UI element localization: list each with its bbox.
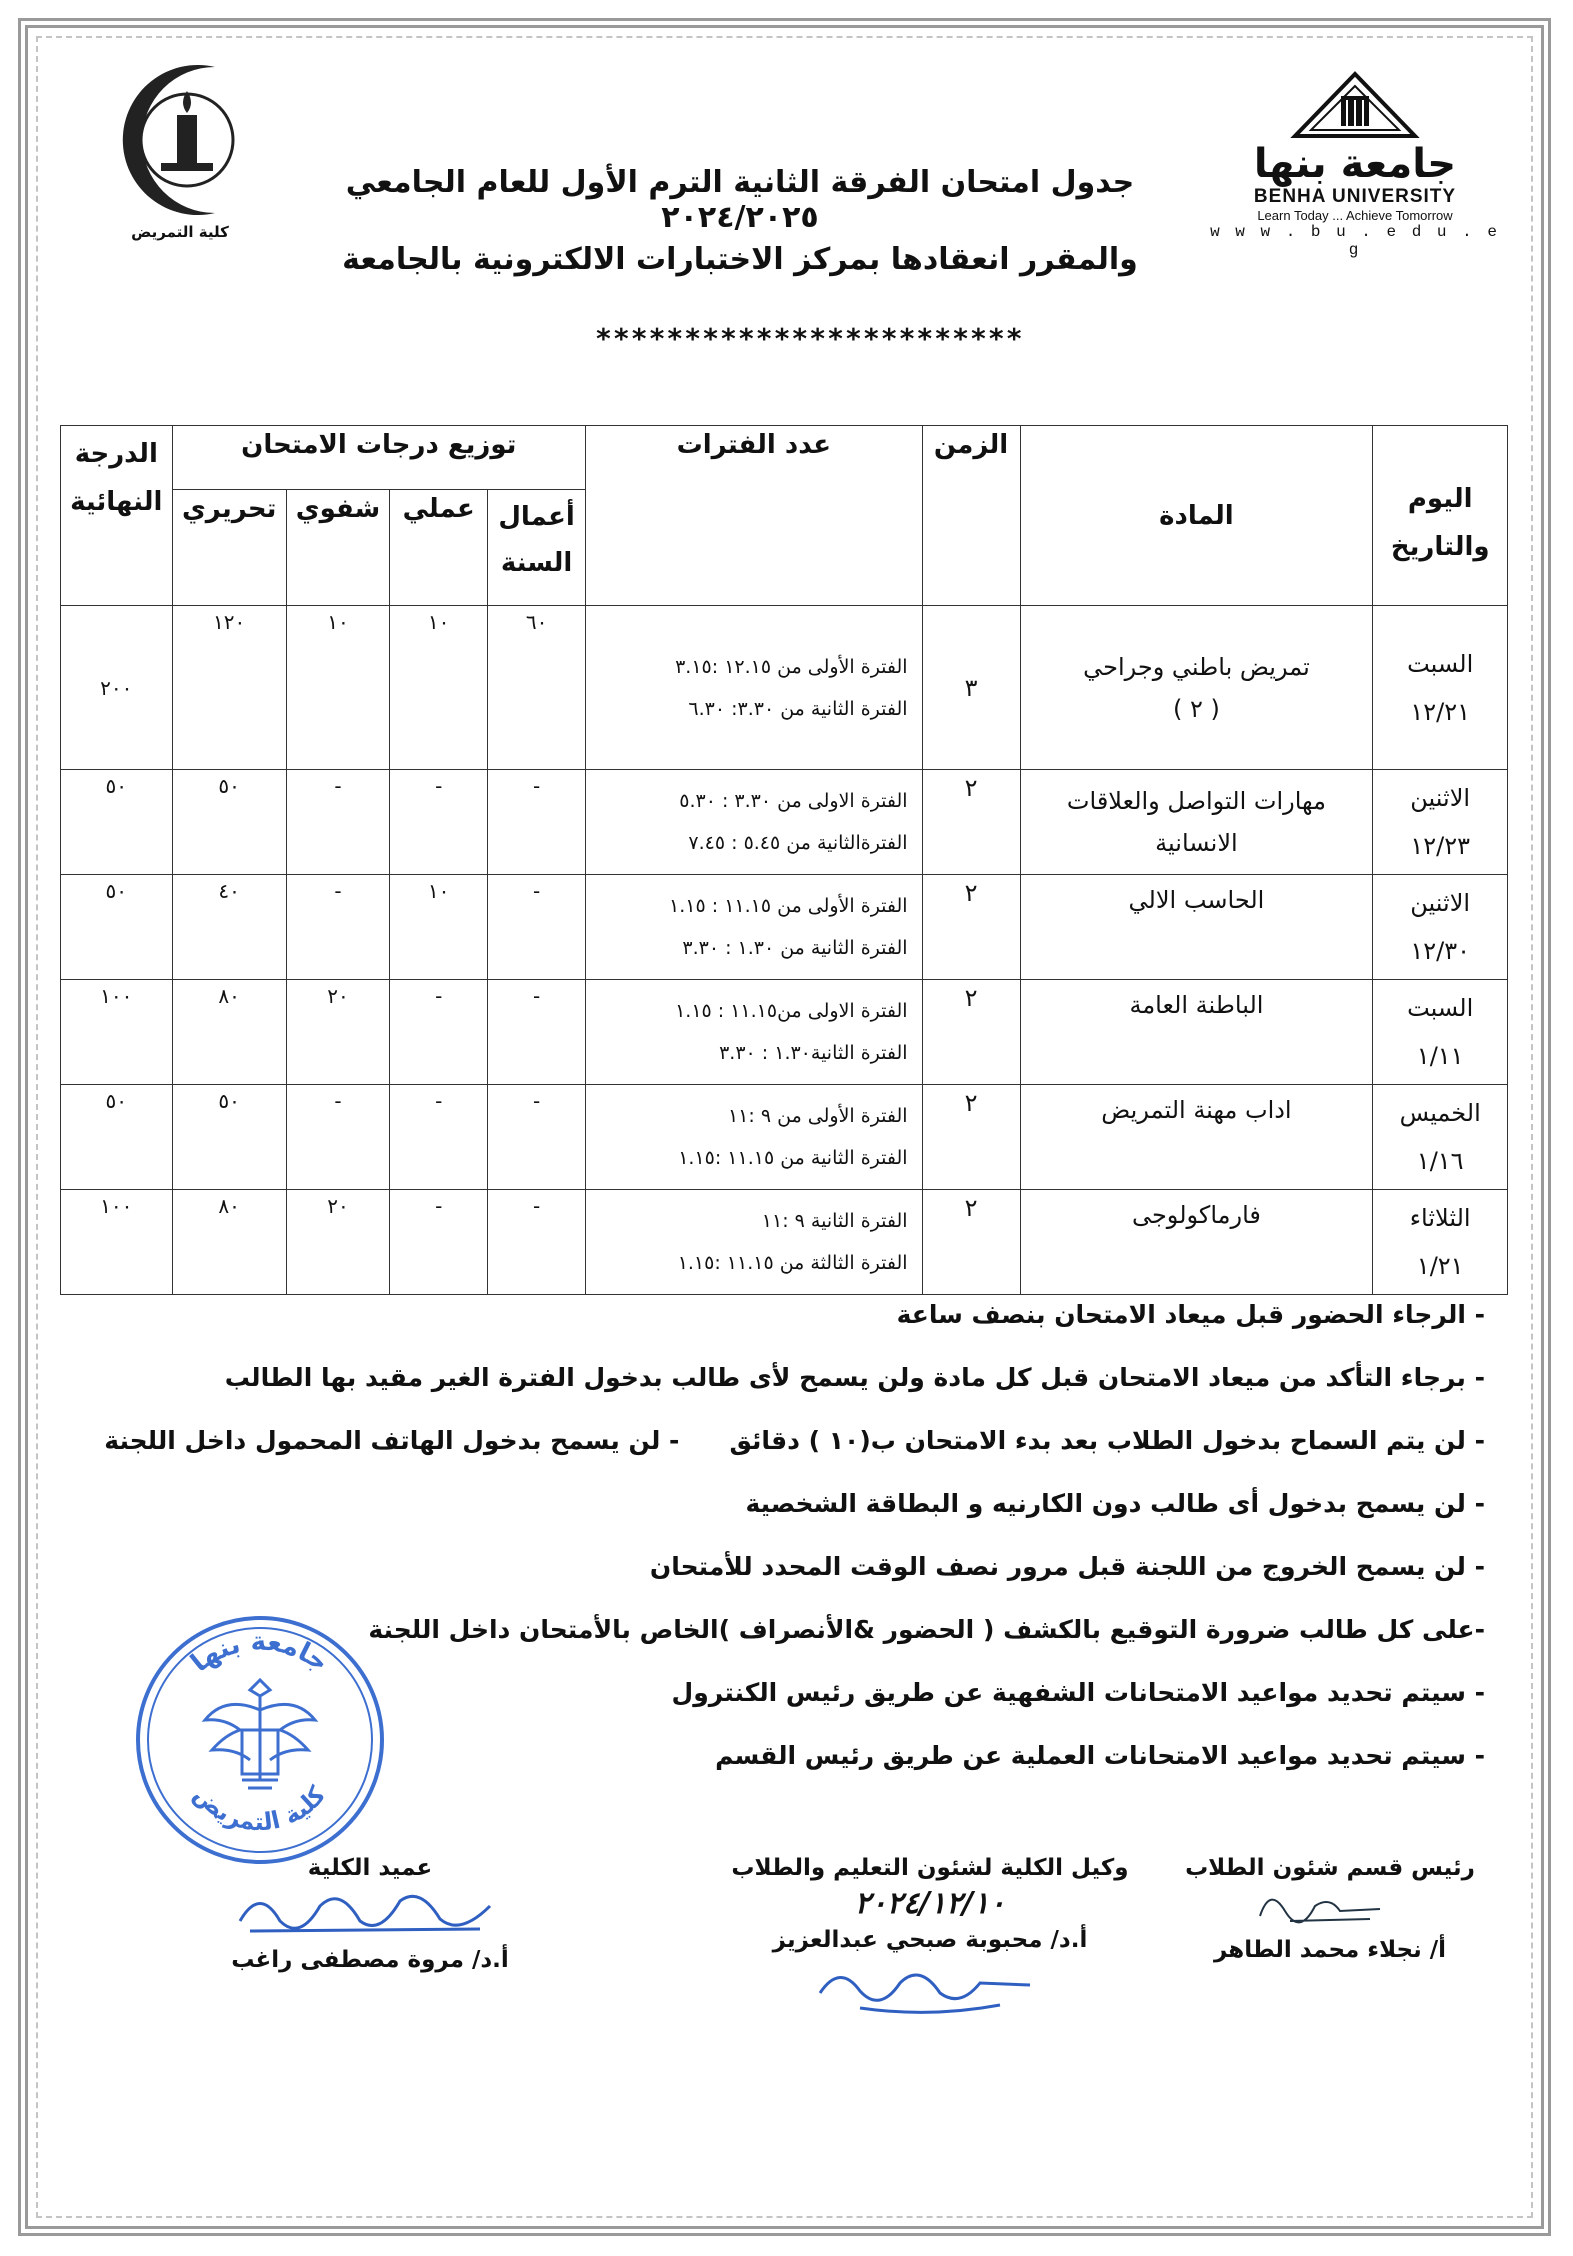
row-subject (1020, 770, 1373, 875)
page-title: جدول امتحان الفرقة الثانية الترم الأول للعام الجامعي ٢٠٢٤/٢٠٢٥ (345, 165, 1135, 235)
signature-scribble-icon (1230, 1881, 1430, 1931)
row-practical: - (390, 1085, 488, 1190)
row-final: ٥٠ (61, 770, 173, 875)
header-subject: المادة (1020, 426, 1373, 606)
row-subject-line1: مهارات التواصل والعلاقات (1066, 787, 1326, 815)
note-item (85, 1426, 1485, 1489)
note-item: - لن يسمح بدخول أى طالب دون الكارنيه و البطاقة الشخصية (745, 1489, 1485, 1518)
row-practical: - (390, 1190, 488, 1295)
row-written: ٨٠ (172, 980, 286, 1085)
row-day-date (1373, 980, 1508, 1085)
exam-schedule-table (60, 425, 1508, 1295)
row-period-2: الفترة الثانية من ٣.٣٠: ٦.٣٠ (688, 697, 908, 720)
table-row (61, 1190, 1508, 1295)
note-item: - سيتم تحديد مواعيد الامتحانات الشفهية عن طريق رئيس الكنترول (671, 1678, 1485, 1707)
row-period-2: الفترة الثانية١.٣٠ : ٣.٣٠ (719, 1042, 908, 1064)
signature-block-student-affairs (1180, 1855, 1480, 1963)
row-day: السبت (1407, 649, 1474, 678)
signature-title: عميد الكلية (307, 1855, 433, 1881)
row-year-work: - (488, 770, 586, 875)
row-date: ١٢/٣٠ (1410, 937, 1471, 965)
row-date: ١/٢١ (1416, 1252, 1464, 1280)
university-tagline: Learn Today ... Achieve Tomorrow (1257, 208, 1453, 223)
row-day: الثلاثاء (1409, 1204, 1471, 1232)
row-subject (1020, 1085, 1373, 1190)
svg-text:جامعة بنها (185, 1627, 333, 1678)
note-entry-late: - لن يتم السماح بدخول الطلاب بعد بدء الامتحان ب(١٠ ) دقائق (729, 1426, 1485, 1455)
row-day: السبت (1407, 994, 1474, 1022)
signature-date: ٢٠٢٤/١٢/١٠ (854, 1886, 1006, 1921)
stamp-bottom-text: كلية التمريض (188, 1780, 332, 1837)
note-item: - لن يسمح الخروج من اللجنة قبل مرور نصف الوقت المحدد للأمتحان (649, 1552, 1485, 1581)
row-period-1: الفترة الأولى من ٩ :١١ (727, 1105, 908, 1127)
header-distribution: توزيع درجات الامتحان (172, 426, 585, 490)
row-year-work: - (488, 1190, 586, 1295)
row-final: ٢٠٠ (61, 606, 173, 770)
row-date: ١/١٦ (1416, 1147, 1464, 1175)
row-oral: - (286, 770, 389, 875)
row-time: ٢ (922, 980, 1020, 1085)
stamp-top-text: جامعة بنها (185, 1626, 334, 1679)
row-day: الاثنين (1410, 889, 1471, 917)
row-practical: ١٠ (390, 606, 488, 770)
table-row (61, 875, 1508, 980)
row-practical: ١٠ (390, 875, 488, 980)
row-day: الخميس (1399, 1099, 1481, 1127)
signature-name: أ.د/ محبوبة صبحي عبدالعزيز (772, 1927, 1088, 1953)
row-period-2: الفترة الثالثة من ١١.١٥ :١.١٥ (677, 1252, 908, 1274)
signature-scribble-icon (230, 1881, 510, 1941)
header-day-date: اليوم والتاريخ (1373, 426, 1508, 606)
note-mobile: - لن يسمح بدخول الهاتف المحمول داخل اللجنة (104, 1426, 680, 1455)
university-logo (1210, 70, 1500, 259)
note-item: - برجاء التأكد من ميعاد الامتحان قبل كل مادة ولن يسمح لأى طالب بدخول الفترة الغير مقيد بها الطالب (224, 1363, 1485, 1392)
table-row (61, 770, 1508, 875)
row-oral: ٢٠ (286, 980, 389, 1085)
row-day-date (1373, 770, 1508, 875)
row-subject-line2: ( ٢ ) (1172, 694, 1220, 723)
row-written: ٥٠ (172, 1085, 286, 1190)
row-time: ٢ (922, 1085, 1020, 1190)
row-oral: ٢٠ (286, 1190, 389, 1295)
row-period-1: الفترة الأولى من ١١.١٥ : ١.١٥ (669, 895, 908, 917)
row-periods (586, 1190, 923, 1295)
row-day-date (1373, 606, 1508, 770)
row-final: ١٠٠ (61, 980, 173, 1085)
table-row (61, 606, 1508, 770)
header-periods: عدد الفترات (586, 426, 923, 606)
row-practical: - (390, 980, 488, 1085)
row-practical: - (390, 770, 488, 875)
row-periods (586, 875, 923, 980)
table-row (61, 1085, 1508, 1190)
row-day-date (1373, 1085, 1508, 1190)
row-subject-line2: الانسانية (1155, 829, 1238, 857)
row-period-2: الفترة الثانية من ١١.١٥ :١.١٥ (678, 1147, 908, 1169)
row-final: ٥٠ (61, 875, 173, 980)
row-subject-line1: الباطنة العامة (1129, 991, 1264, 1019)
header-time: الزمن (922, 426, 1020, 606)
row-subject (1020, 1190, 1373, 1295)
signature-title: رئيس قسم شئون الطلاب (1185, 1855, 1475, 1881)
university-website: w w w . b u . e d u . e g (1210, 223, 1500, 259)
row-time: ٢ (922, 1190, 1020, 1295)
faculty-label: كلية التمريض (131, 223, 229, 241)
row-oral: - (286, 1085, 389, 1190)
row-written: ٨٠ (172, 1190, 286, 1295)
header-written: تحريري (172, 490, 286, 606)
row-year-work: - (488, 875, 586, 980)
row-year-work: - (488, 1085, 586, 1190)
eagle-icon (205, 1680, 315, 1788)
nursing-crescent-icon (95, 55, 265, 225)
row-oral: ١٠ (286, 606, 389, 770)
faculty-logo (80, 55, 280, 241)
signature-block-vice-dean (720, 1855, 1140, 2029)
row-date: ١/١١ (1416, 1042, 1464, 1070)
signature-scribble-icon (800, 1953, 1060, 2023)
row-day: الاثنين (1410, 784, 1471, 812)
row-periods (586, 1085, 923, 1190)
note-item: -على كل طالب ضرورة التوقيع بالكشف ( الحضور &الأنصراف )الخاص بالأمتحان داخل اللجنة (368, 1615, 1485, 1644)
row-written: ٥٠ (172, 770, 286, 875)
note-item: - الرجاء الحضور قبل ميعاد الامتحان بنصف ساعة (896, 1300, 1485, 1329)
stars-divider: ************************ (595, 322, 1024, 355)
row-date: ١٢/٢٣ (1410, 832, 1471, 860)
university-name-ar: جامعة بنها (1253, 141, 1457, 187)
row-day-date (1373, 1190, 1508, 1295)
row-period-2: الفترة الثانية من ١.٣٠ : ٣.٣٠ (682, 937, 908, 959)
signature-name: أ/ نجلاء محمد الطاهر (1213, 1937, 1447, 1963)
university-emblem-icon (1285, 70, 1425, 140)
page-subtitle: والمقرر انعقادها بمركز الاختبارات الالكترونية بالجامعة (342, 242, 1138, 277)
row-subject-line1: فارماكولوجى (1131, 1201, 1261, 1229)
row-written: ١٢٠ (172, 606, 286, 770)
header-oral: شفوي (286, 490, 389, 606)
row-oral: - (286, 875, 389, 980)
row-time: ٢ (922, 770, 1020, 875)
header-final-grade: الدرجة النهائية (61, 426, 173, 606)
row-period-1: الفترة الأولى من ١٢.١٥ :٣.١٥ (675, 655, 908, 678)
signature-block-dean (220, 1855, 520, 1973)
row-periods (586, 980, 923, 1085)
note-item: - سيتم تحديد مواعيد الامتحانات العملية عن طريق رئيس القسم (715, 1741, 1485, 1770)
header-year-work: أعمال السنة (488, 490, 586, 606)
header-practical: عملي (390, 490, 488, 606)
signature-name: أ.د/ مروة مصطفى راغب (231, 1947, 509, 1973)
row-subject (1020, 875, 1373, 980)
row-written: ٤٠ (172, 875, 286, 980)
row-period-1: الفترة الاولى من١١.١٥ : ١.١٥ (675, 1000, 908, 1022)
row-period-1: الفترة الاولى من ٣.٣٠ : ٥.٣٠ (679, 790, 908, 812)
row-period-2: الفترةالثانية من ٥.٤٥ : ٧.٤٥ (688, 832, 908, 854)
row-subject-line1: اداب مهنة التمريض (1101, 1096, 1292, 1124)
row-subject (1020, 980, 1373, 1085)
row-period-1: الفترة الثانية ٩ :١١ (761, 1210, 908, 1232)
row-date: ١٢/٢١ (1410, 697, 1471, 726)
row-subject-line1: الحاسب الالي (1128, 886, 1265, 914)
row-time: ٢ (922, 875, 1020, 980)
row-day-date (1373, 875, 1508, 980)
row-final: ١٠٠ (61, 1190, 173, 1295)
row-year-work: - (488, 980, 586, 1085)
signature-title: وكيل الكلية لشئون التعليم والطلاب (731, 1855, 1129, 1881)
table-row (61, 980, 1508, 1085)
row-year-work: ٦٠ (488, 606, 586, 770)
table-header-row (61, 426, 1508, 490)
row-subject (1020, 606, 1373, 770)
official-stamp (130, 1610, 390, 1870)
university-name-en: BENHA UNIVERSITY (1253, 186, 1457, 207)
row-subject-line1: تمريض باطني وجراحي (1083, 652, 1310, 681)
row-periods (586, 606, 923, 770)
row-time: ٣ (922, 606, 1020, 770)
row-final: ٥٠ (61, 1085, 173, 1190)
row-periods (586, 770, 923, 875)
